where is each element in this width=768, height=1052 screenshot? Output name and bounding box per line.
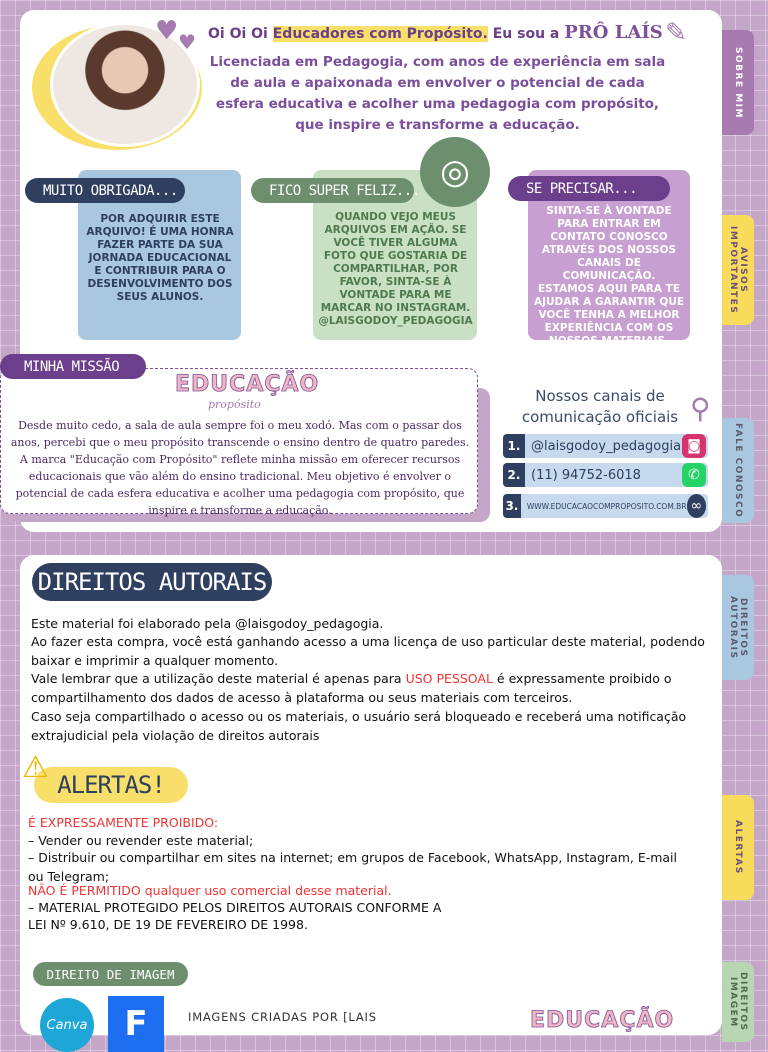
alert-line-3: – MATERIAL PROTEGIDO PELOS DIREITOS AUTORAIS CONFORME A bbox=[28, 900, 442, 915]
image-credit: IMAGENS CRIADAS POR [LAIS bbox=[188, 1010, 377, 1024]
image-rights-title: DIREITO DE IMAGEM bbox=[33, 962, 188, 986]
pencil-icon: ✎ bbox=[665, 18, 687, 48]
channel-website[interactable]: 3. WWW.EDUCACAOCOMPROPOSITO.COM.BR ∞ bbox=[503, 494, 708, 518]
copyright-p2: Ao fazer esta compra, você está ganhando acesso a uma licença de uso particular deste material, podendo baixar e imprimir a qualquer momento. bbox=[31, 634, 705, 668]
card-contact-title: SE PRECISAR... bbox=[508, 176, 670, 201]
intro-greeting: Oi Oi Oi Educadores com Propósito. Eu sou a PRÔ LAÍS bbox=[208, 22, 663, 43]
copyright-title: DIREITOS AUTORAIS bbox=[32, 563, 272, 601]
tab-direitos-autorais[interactable]: DIREITOS AUTORAIS bbox=[722, 575, 754, 680]
instagram-icon: ◙ bbox=[682, 434, 706, 458]
channel-instagram[interactable]: 1. @laisgodoy_pedagogia ◙ bbox=[503, 434, 708, 458]
camera-icon: ◎ bbox=[420, 137, 490, 207]
alert-line-1: – Vender ou revender este material; bbox=[28, 833, 254, 848]
not-permitted: NÃO É PERMITIDO qualquer uso comercial desse material. bbox=[28, 883, 392, 898]
card-thanks-title: MUITO OBRIGADA... bbox=[25, 178, 185, 203]
mission-title: MINHA MISSÃO bbox=[0, 354, 146, 379]
alerts-title: ALERTAS! bbox=[34, 767, 188, 803]
tab-sobre-mim[interactable]: SOBRE MIM bbox=[722, 30, 754, 135]
copyright-p3: Vale lembrar que a utilização deste material é apenas para USO PESSOAL é expressamente proibido o compartilhamento dos dados de acesso à plataforma ou seus materiais com terceiros. bbox=[31, 671, 672, 705]
copyright-p4: Caso seja compartilhado o acesso ou os materiais, o usuário será bloqueado e receberá uma notificação extrajudicial pela violação de direitos autorais bbox=[31, 709, 687, 743]
signature: PRÔ LAÍS bbox=[564, 22, 663, 43]
whatsapp-icon: ✆ bbox=[682, 463, 706, 487]
brand-logo: EDUCAÇÃO bbox=[175, 372, 320, 397]
intro-text: Licenciada em Pedagogia, com anos de experiência em sala de aula e apaixonada em envolver o potencial de cada esfera educativa e acolher uma pedagogia com propósito, que inspire e transforme a educação. bbox=[209, 54, 666, 133]
tab-fale-conosco[interactable]: FALE CONOSCO bbox=[722, 418, 754, 523]
footer-brand-logo: EDUCAÇÃO bbox=[530, 1008, 675, 1033]
tab-alertas[interactable]: ALERTAS bbox=[722, 795, 754, 900]
link-icon: ∞ bbox=[687, 494, 706, 518]
warning-icon: ⚠ bbox=[22, 750, 49, 785]
channel-whatsapp[interactable]: 2. (11) 94752-6018 ✆ bbox=[503, 463, 708, 487]
prohibited-heading: É EXPRESSAMENTE PROIBIDO: bbox=[28, 815, 219, 830]
card-happy-text: QUANDO VEJO MEUS ARQUIVOS EM AÇÃO. SE VOCÊ TIVER ALGUMA FOTO QUE GOSTARIA DE COMPARTILHAR, POR FAVOR, SINTA-SE À VONTADE PARA ME MARCAR NO INSTAGRAM. @LAISGODOY_PEDAGOGIA bbox=[318, 211, 473, 327]
channels-title: Nossos canais de comunicação oficiais bbox=[521, 387, 679, 426]
canva-logo: Canva bbox=[40, 998, 94, 1052]
alert-line-2: – Distribuir ou compartilhar em sites na internet; em grupos de Facebook, WhatsApp, Instagram, E-mail ou Telegram; bbox=[28, 850, 678, 884]
card-thanks-text: POR ADQUIRIR ESTE ARQUIVO! É UMA HONRA FAZER PARTE DA SUA JORNADA EDUCACIONAL E CONTRIBUIR PARA O DESENVOLVIMENTO DOS SEUS ALUNOS. bbox=[86, 213, 234, 303]
card-contact-text: SINTA-SE À VONTADE PARA ENTRAR EM CONTATO CONOSCO ATRAVÉS DOS NOSSOS CANAIS DE COMUNICAÇÃO. ESTAMOS AQUI PARA TE AJUDAR A GARANTIR QUE VOCÊ TENHA A MELHOR EXPERIÊNCIA COM OS NOSSOS MATERIAIS. bbox=[533, 205, 685, 347]
copyright-p1: Este material foi elaborado pela @laisgodoy_pedagogia. bbox=[31, 616, 384, 631]
freepik-logo: F bbox=[108, 996, 164, 1052]
mission-text: Desde muito cedo, a sala de aula sempre foi o meu xodó. Mas com o passar dos anos, percebi que o meu propósito transcende o ensino dentro de quatro paredes. A marca "Educação com Propósito" reflete minha missão em oferecer recursos educacionais que vão além do ensino tradicional. Meu objetivo é envolver o potencial de cada esfera educativa e acolher uma pedagogia com propósito, que inspire e transforme a educação. bbox=[10, 419, 470, 517]
tab-avisos-importantes[interactable]: AVISOS IMPORTANTES bbox=[722, 215, 754, 325]
heart-icon: ♥ bbox=[178, 30, 196, 54]
alert-line-4: LEI Nº 9.610, DE 19 DE FEVEREIRO DE 1998. bbox=[28, 917, 308, 932]
tab-direitos-imagem[interactable]: DIREITOS IMAGEM bbox=[722, 962, 754, 1042]
magnifier-icon: ⚲ bbox=[690, 392, 711, 425]
card-happy-title: FICO SUPER FELIZ... bbox=[251, 178, 414, 203]
heart-icon: ♥ bbox=[155, 16, 179, 46]
brand-logo-sub: propósito bbox=[208, 398, 261, 411]
